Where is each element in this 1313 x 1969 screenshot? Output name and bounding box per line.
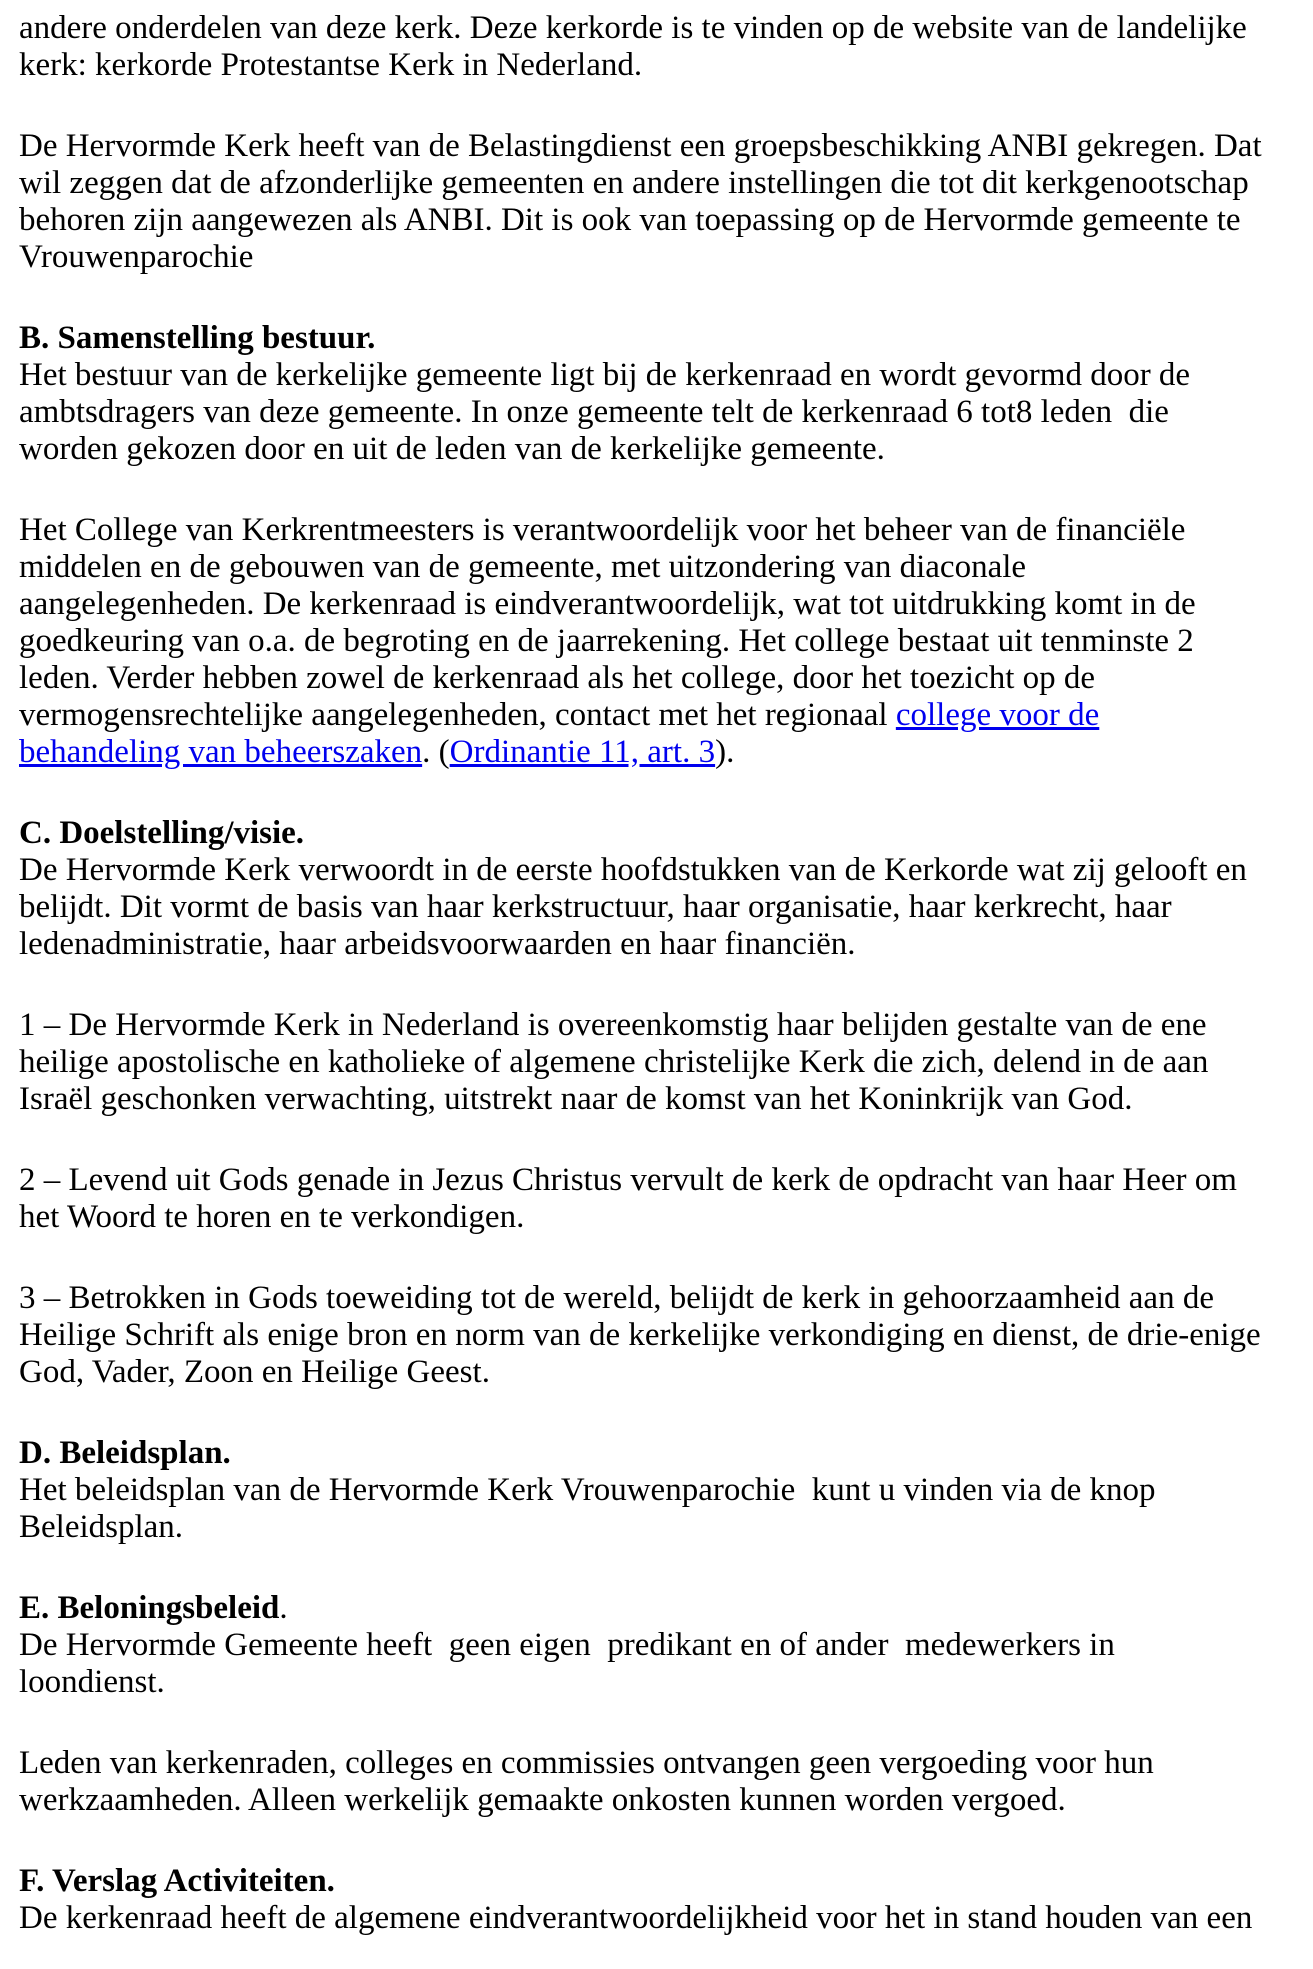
body-text: Vrouwenparochie: [19, 239, 254, 275]
paragraph: [19, 1900, 1295, 1937]
text-line: [19, 320, 1295, 357]
heading-text: E. Beloningsbeleid: [19, 1590, 280, 1626]
hyperlink[interactable]: behandeling van beheerszaken: [19, 734, 423, 770]
text-line: [19, 586, 1295, 623]
body-text: Israël geschonken verwachting, uitstrekt naar de komst van het Koninkrijk van God.: [19, 1081, 1133, 1117]
text-line: [19, 1081, 1295, 1118]
text-line: [19, 512, 1295, 549]
text-line: [19, 1509, 1295, 1546]
heading-text: B. Samenstelling bestuur.: [19, 320, 376, 356]
body-text: 2 – Levend uit Gods genade in Jezus Christus vervult de kerk de opdracht van haar Heer om: [19, 1162, 1237, 1198]
text-line: [19, 1863, 1295, 1900]
text-line: [19, 10, 1295, 47]
section-heading: [19, 1435, 1295, 1472]
text-line: [19, 1280, 1295, 1317]
body-text: De Hervormde Kerk verwoordt in de eerste hoofdstukken van de Kerkorde wat zij gelooft en: [19, 852, 1247, 888]
body-text: De Hervormde Gemeente heeft geen eigen predikant en of ander medewerkers in: [19, 1627, 1115, 1663]
paragraph: [19, 512, 1295, 771]
heading-text: D. Beleidsplan.: [19, 1435, 231, 1471]
body-text: 3 – Betrokken in Gods toeweiding tot de wereld, belijdt de kerk in gehoorzaamheid aan de: [19, 1280, 1214, 1316]
text-line: [19, 926, 1295, 963]
paragraph: [19, 128, 1295, 276]
body-text: ambtsdragers van deze gemeente. In onze gemeente telt de kerkenraad 6 tot8 leden die: [19, 394, 1169, 430]
body-text: Heilige Schrift als enige bron en norm van de kerkelijke verkondiging en dienst, de drie-enige: [19, 1317, 1261, 1353]
body-text: 1 – De Hervormde Kerk in Nederland is overeenkomstig haar belijden gestalte van de ene: [19, 1007, 1207, 1043]
heading-text: F. Verslag Activiteiten.: [19, 1863, 335, 1899]
text-line: [19, 394, 1295, 431]
text-line: [19, 1354, 1295, 1391]
body-text: heilige apostolische en katholieke of algemene christelijke Kerk die zich, delend in de aan: [19, 1044, 1209, 1080]
paragraph: [19, 357, 1295, 468]
text-line: [19, 852, 1295, 889]
body-text: werkzaamheden. Alleen werkelijk gemaakte onkosten kunnen worden vergoed.: [19, 1782, 1066, 1818]
text-line: [19, 357, 1295, 394]
text-line: [19, 1900, 1295, 1937]
text-line: [19, 431, 1295, 468]
body-text: . (: [422, 734, 450, 770]
body-text: Beleidsplan.: [19, 1509, 184, 1545]
hyperlink[interactable]: college voor de: [895, 697, 1100, 733]
text-line: [19, 202, 1295, 239]
body-text: kerk: kerkorde Protestantse Kerk in Nederland.: [19, 47, 643, 83]
section-heading: [19, 1863, 1295, 1900]
section-heading: [19, 320, 1295, 357]
hyperlink[interactable]: Ordinantie 11, art. 3: [449, 734, 716, 770]
text-line: [19, 1317, 1295, 1354]
text-line: [19, 697, 1295, 734]
body-text: goedkeuring van o.a. de begroting en de jaarrekening. Het college bestaat uit tenminste 2: [19, 623, 1194, 659]
text-line: [19, 623, 1295, 660]
document-body: [19, 10, 1295, 1937]
text-line: [19, 815, 1295, 852]
body-text: .: [279, 1590, 288, 1626]
body-text: Het bestuur van de kerkelijke gemeente ligt bij de kerkenraad en wordt gevormd door de: [19, 357, 1191, 393]
body-text: God, Vader, Zoon en Heilige Geest.: [19, 1354, 490, 1390]
text-line: [19, 128, 1295, 165]
body-text: belijdt. Dit vormt de basis van haar kerkstructuur, haar organisatie, haar kerkrecht, haar: [19, 889, 1172, 925]
text-line: [19, 1590, 1295, 1627]
text-line: [19, 1664, 1295, 1701]
body-text: het Woord te horen en te verkondigen.: [19, 1199, 525, 1235]
text-line: [19, 1007, 1295, 1044]
paragraph: [19, 1280, 1295, 1391]
paragraph: [19, 1007, 1295, 1118]
text-line: [19, 1782, 1295, 1819]
paragraph: [19, 1627, 1295, 1701]
text-line: [19, 239, 1295, 276]
body-text: ).: [715, 734, 735, 770]
body-text: middelen en de gebouwen van de gemeente, met uitzondering van diaconale: [19, 549, 1027, 585]
body-text: worden gekozen door en uit de leden van de kerkelijke gemeente.: [19, 431, 885, 467]
section-heading: [19, 1590, 1295, 1627]
body-text: aangelegenheden. De kerkenraad is eindverantwoordelijk, wat tot uitdrukking komt in de: [19, 586, 1196, 622]
body-text: Leden van kerkenraden, colleges en commissies ontvangen geen vergoeding voor hun: [19, 1745, 1154, 1781]
text-line: [19, 734, 1295, 771]
body-text: vermogensrechtelijke aangelegenheden, contact met het regionaal: [19, 697, 896, 733]
body-text: loondienst.: [19, 1664, 165, 1700]
body-text: wil zeggen dat de afzonderlijke gemeenten en andere instellingen die tot dit kerkgenootschap: [19, 165, 1249, 201]
paragraph: [19, 1472, 1295, 1546]
text-line: [19, 1472, 1295, 1509]
text-line: [19, 1199, 1295, 1236]
text-line: [19, 1627, 1295, 1664]
paragraph: [19, 852, 1295, 963]
text-line: [19, 165, 1295, 202]
text-line: [19, 47, 1295, 84]
text-line: [19, 660, 1295, 697]
text-line: [19, 1435, 1295, 1472]
paragraph: [19, 1745, 1295, 1819]
body-text: De Hervormde Kerk heeft van de Belastingdienst een groepsbeschikking ANBI gekregen. Dat: [19, 128, 1262, 164]
text-line: [19, 549, 1295, 586]
body-text: De kerkenraad heeft de algemene eindverantwoordelijkheid voor het in stand houden van een: [19, 1900, 1253, 1936]
paragraph: [19, 10, 1295, 84]
body-text: ledenadministratie, haar arbeidsvoorwaarden en haar financiën.: [19, 926, 856, 962]
text-line: [19, 1044, 1295, 1081]
body-text: andere onderdelen van deze kerk. Deze kerkorde is te vinden op de website van de landelijke: [19, 10, 1247, 46]
paragraph: [19, 1162, 1295, 1236]
text-line: [19, 1162, 1295, 1199]
text-line: [19, 889, 1295, 926]
body-text: leden. Verder hebben zowel de kerkenraad als het college, door het toezicht op de: [19, 660, 1096, 696]
section-heading: [19, 815, 1295, 852]
heading-text: C. Doelstelling/visie.: [19, 815, 305, 851]
body-text: Het College van Kerkrentmeesters is verantwoordelijk voor het beheer van de financiële: [19, 512, 1186, 548]
text-line: [19, 1745, 1295, 1782]
body-text: Het beleidsplan van de Hervormde Kerk Vrouwenparochie kunt u vinden via de knop: [19, 1472, 1156, 1508]
body-text: behoren zijn aangewezen als ANBI. Dit is ook van toepassing op de Hervormde gemeente te: [19, 202, 1241, 238]
